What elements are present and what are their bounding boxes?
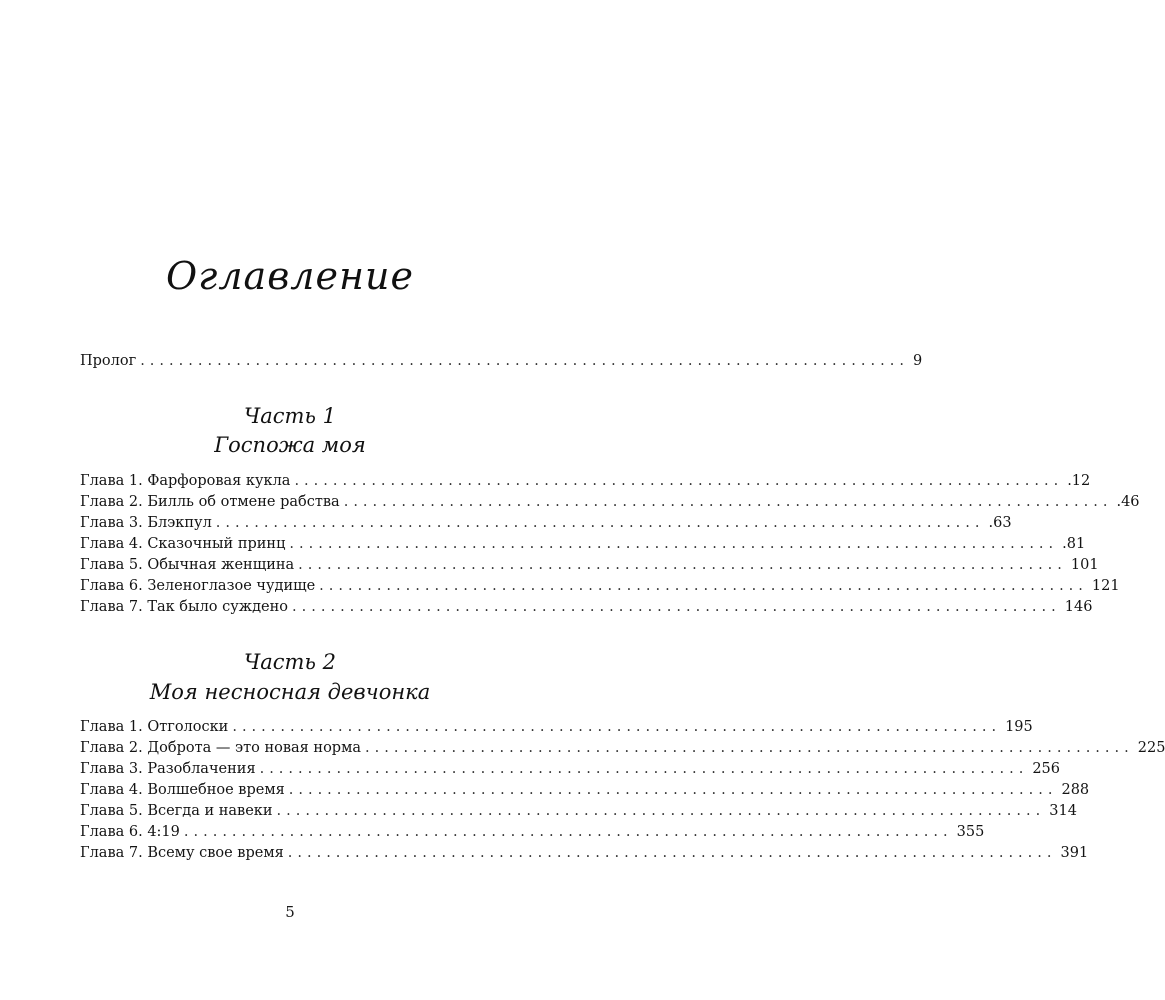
leader-dots: ................................................................................ (232, 719, 1002, 735)
leader-dots: ................................................................................ (294, 473, 1064, 489)
toc-entry (80, 597, 1093, 618)
toc-entry (80, 513, 1012, 534)
entry-page-number: 391 (1060, 845, 1089, 861)
entry-page-number: 288 (1061, 782, 1090, 798)
leader-dots: ................................................................................ (343, 494, 1113, 510)
entry-label: Глава 3. Разоблачения (80, 761, 256, 777)
leader-dots: ................................................................................ (183, 824, 953, 840)
toc-entry (80, 843, 1089, 864)
leader-dots: ................................................................................ (292, 599, 1061, 615)
toc-entry (80, 576, 1120, 597)
toc-title: Оглавление (165, 254, 414, 298)
leader-dots: ................................................................................ (288, 782, 1058, 798)
part-2-number: Часть 2 (244, 650, 336, 674)
toc-entry (80, 534, 1086, 555)
entry-label: Глава 2. Доброта — это новая норма (80, 740, 362, 756)
entry-label: Глава 7. Всему свое время (80, 845, 284, 861)
entry-label: Глава 1. Фарфоровая кукла (80, 473, 291, 489)
leader-dots: ................................................................................ (287, 845, 1057, 861)
entry-label: Глава 4. Сказочный принц (80, 536, 286, 552)
part-1-name: Госпожа моя (214, 433, 366, 457)
entry-page-number: 225 (1137, 740, 1165, 756)
part-1-chapter-list (80, 471, 1140, 618)
entry-page-number: .81 (1062, 536, 1086, 552)
leader-dots: ................................................................................ (365, 740, 1134, 756)
leader-dots: ................................................................................ (215, 515, 985, 531)
entry-page-number: 314 (1049, 803, 1077, 819)
entry-label: Глава 3. Блэкпул (80, 515, 212, 531)
entry-label: Пролог (80, 353, 137, 369)
page-number-folio: 5 (285, 903, 295, 921)
part-1-number: Часть 1 (244, 404, 336, 428)
entry-page-number: 256 (1032, 761, 1061, 777)
leader-dots: ................................................................................ (298, 557, 1067, 573)
entry-page-number: .12 (1067, 473, 1091, 489)
entry-label: Глава 6. Зеленоглазое чудище (80, 578, 316, 594)
toc-entry-prologue (80, 351, 923, 372)
entry-label: Глава 2. Билль об отмене рабства (80, 494, 340, 510)
entry-page-number: .63 (988, 515, 1012, 531)
toc-entry (80, 759, 1061, 780)
leader-dots: ................................................................................ (289, 536, 1059, 552)
entry-page-number: 9 (912, 353, 923, 369)
entry-page-number: .46 (1116, 494, 1140, 510)
entry-label: Глава 6. 4:19 (80, 824, 180, 840)
entry-page-number: 195 (1005, 719, 1033, 735)
entry-label: Глава 5. Всегда и навеки (80, 803, 273, 819)
prologue-section (80, 351, 923, 372)
entry-page-number: 355 (956, 824, 985, 840)
entry-label: Глава 5. Обычная женщина (80, 557, 295, 573)
toc-entry (80, 822, 985, 843)
part-2-name: Моя несносная девчонка (149, 680, 431, 704)
entry-label: Глава 7. Так было суждено (80, 599, 289, 615)
toc-entry (80, 801, 1077, 822)
entry-page-number: 121 (1091, 578, 1120, 594)
leader-dots: ................................................................................ (140, 353, 909, 369)
toc-entry (80, 471, 1091, 492)
toc-entry (80, 780, 1090, 801)
leader-dots: ................................................................................ (276, 803, 1046, 819)
toc-entry (80, 555, 1099, 576)
toc-entry (80, 492, 1140, 513)
toc-entry (80, 717, 1033, 738)
entry-page-number: 101 (1070, 557, 1099, 573)
entry-page-number: 146 (1064, 599, 1093, 615)
entry-label: Глава 1. Отголоски (80, 719, 229, 735)
entry-label: Глава 4. Волшебное время (80, 782, 285, 798)
toc-entry (80, 738, 1165, 759)
leader-dots: ................................................................................ (259, 761, 1029, 777)
part-2-chapter-list (80, 717, 1165, 864)
leader-dots: ................................................................................ (319, 578, 1088, 594)
